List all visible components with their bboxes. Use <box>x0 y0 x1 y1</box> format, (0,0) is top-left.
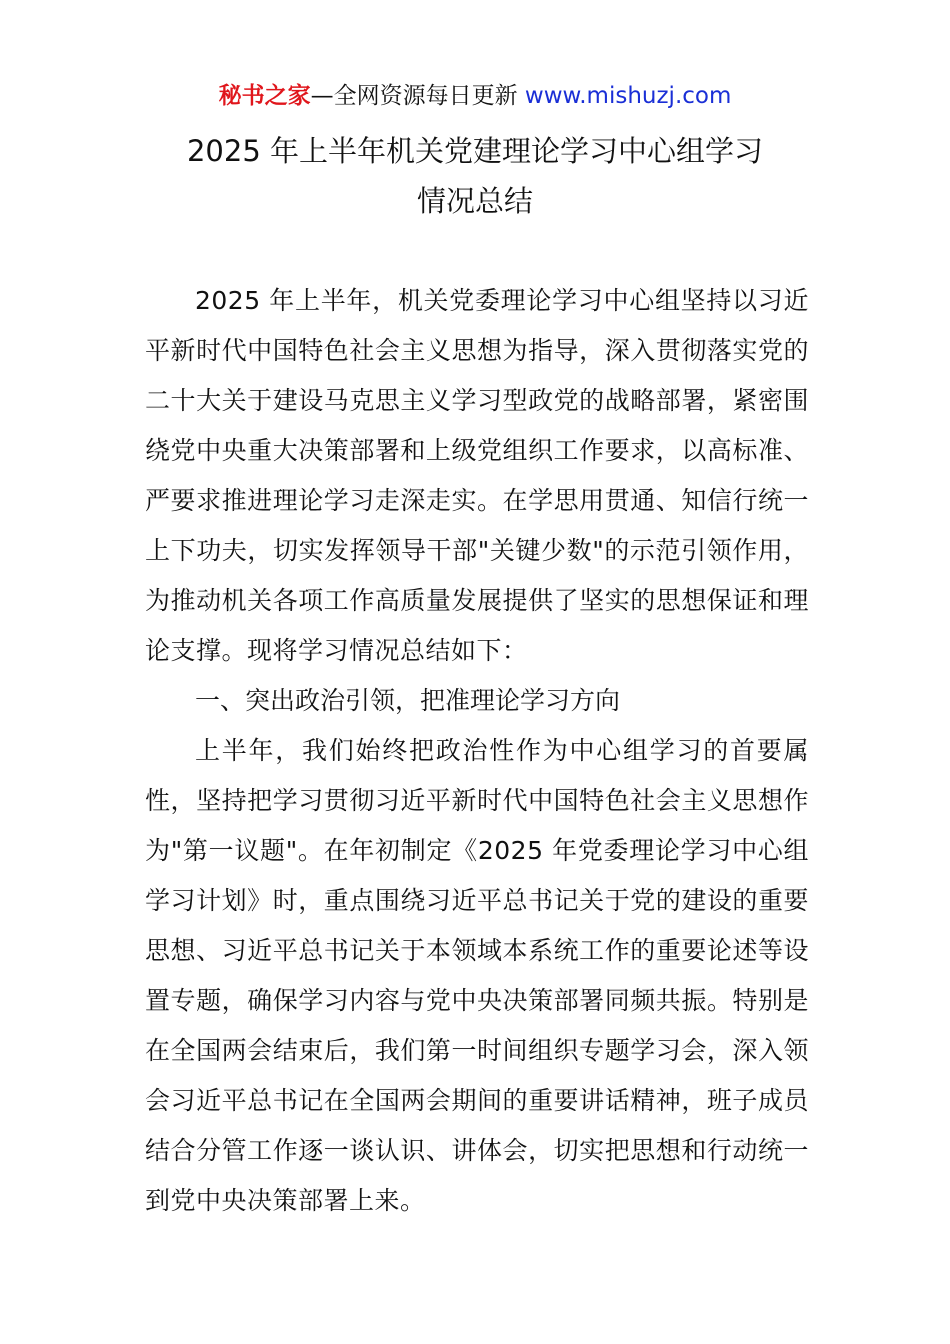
section-1-paragraph: 上半年，我们始终把政治性作为中心组学习的首要属性，坚持把学习贯彻习近平新时代中国特色社会主义思想作为"第一议题"。在年初制定《2025 年党委理论学习中心组学习计划》时，重点围绕习近平总书记关于党的建设的重要思想、习近平总书记关于本领域本系统工作的重要论述等设置专题，确保学习内容与党中央决策部署同频共振。特别是在全国两会结束后，我们第一时间组织专题学习会，深入领会习近平总书记在全国两会期间的重要讲话精神，班子成员结合分管工作逐一谈认识、讲体会，切实把思想和行动统一到党中央决策部署上来。 <box>145 736 809 1215</box>
document-body <box>145 276 809 1226</box>
brand-name: 秘书之家 <box>218 83 311 109</box>
document-title <box>0 126 950 226</box>
section-heading-1: 一、突出政治引领，把准理论学习方向 <box>195 686 621 715</box>
site-header <box>0 80 950 112</box>
site-tagline: —全网资源每日更新 <box>310 83 525 109</box>
site-url-link[interactable]: www.mishuzj.com <box>524 83 732 109</box>
title-line-1: 2025 年上半年机关党建理论学习中心组学习 <box>186 134 764 168</box>
intro-paragraph: 2025 年上半年，机关党委理论学习中心组坚持以习近平新时代中国特色社会主义思想为指导，深入贯彻落实党的二十大关于建设马克思主义学习型政党的战略部署，紧密围绕党中央重大决策部署和上级党组织工作要求，以高标准、严要求推进理论学习走深走实。在学思用贯通、知信行统一上下功夫，切实发挥领导干部"关键少数"的示范引领作用，为推动机关各项工作高质量发展提供了坚实的思想保证和理论支撑。现将学习情况总结如下： <box>145 286 809 665</box>
title-line-2: 情况总结 <box>416 184 533 218</box>
